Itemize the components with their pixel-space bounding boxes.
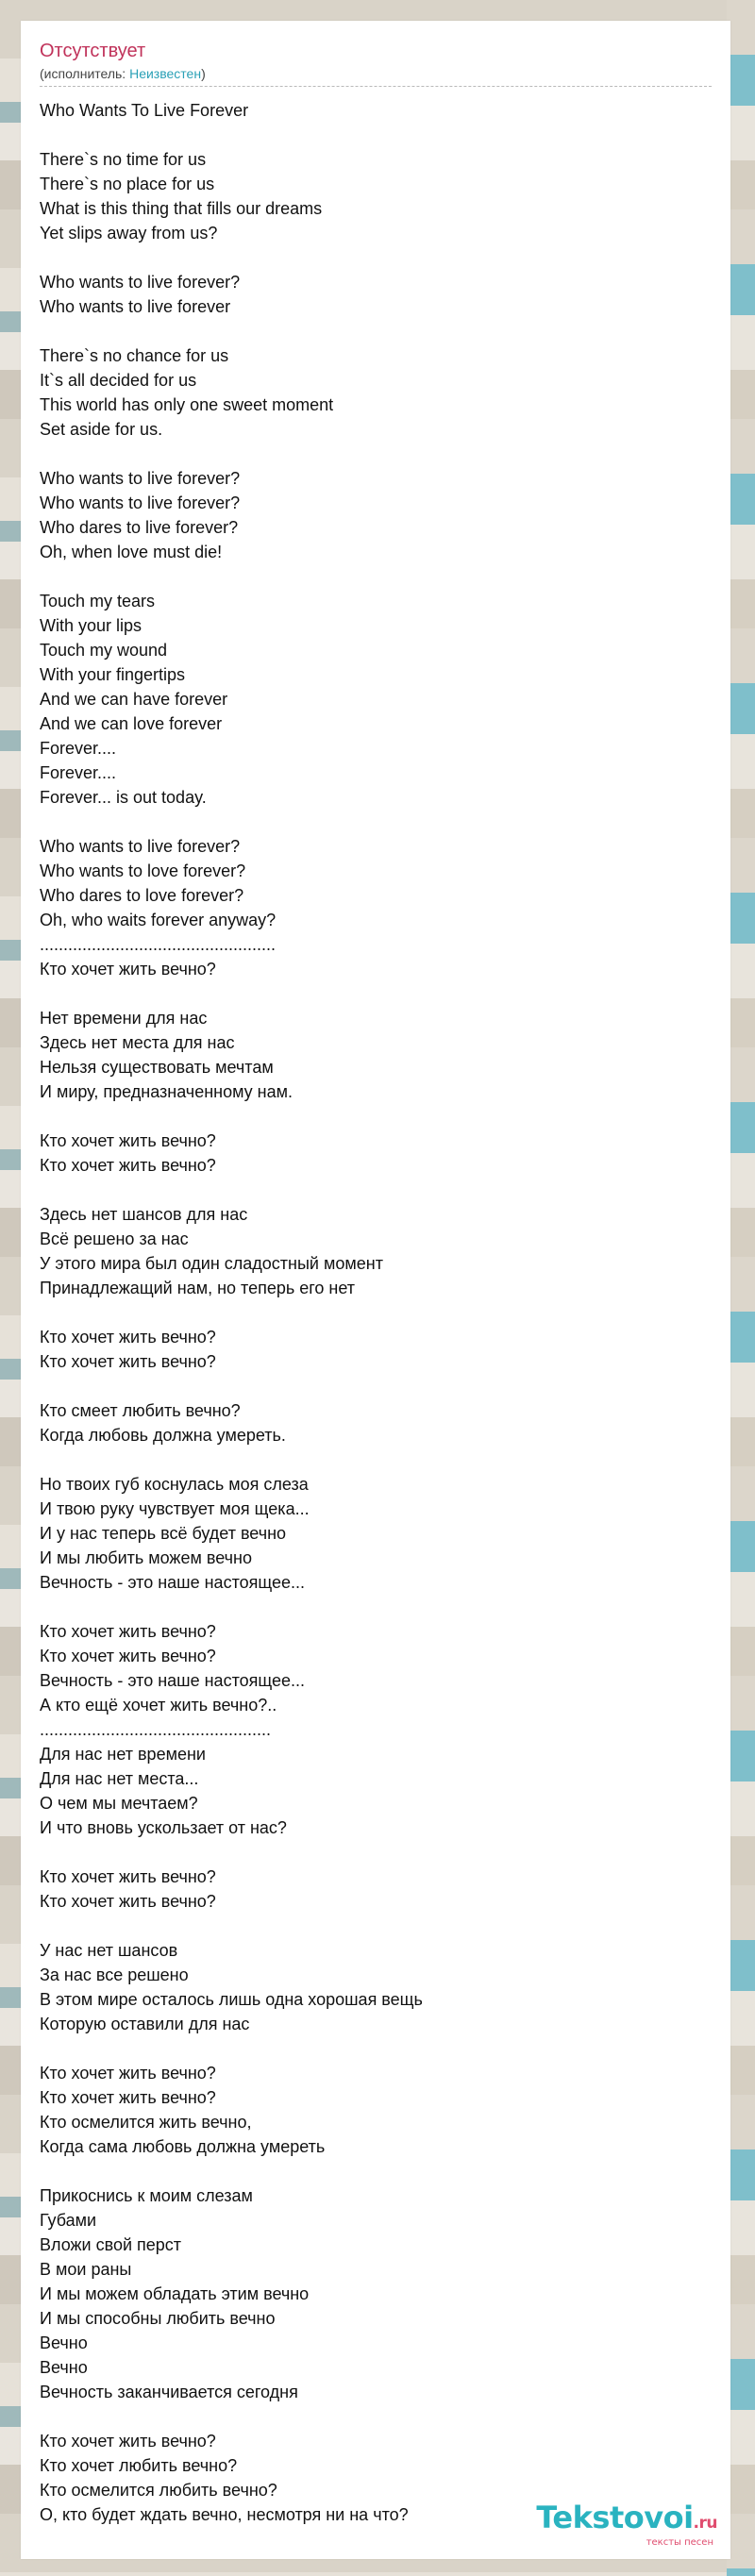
lyric-line: Кто осмелится любить вечно? [40,2481,277,2500]
lyric-line: With your fingertips [40,665,186,684]
lyrics-text [40,98,712,2527]
lyric-line: Кто хочет жить вечно? [40,2432,216,2451]
lyric-line: У этого мира был один сладостный момент [40,1254,383,1273]
lyric-line: Who wants to live forever? [40,469,241,488]
lyric-line: Forever... is out today. [40,788,207,807]
lyric-line: Нет времени для нас [40,1009,208,1028]
lyric-line: Кто хочет жить вечно? [40,1352,216,1371]
lyric-line: Who dares to live forever? [40,518,239,537]
lyric-line: Touch my wound [40,641,168,660]
lyric-line: Кто хочет жить вечно? [40,1622,216,1641]
lyric-line: Кто хочет жить вечно? [40,2088,216,2107]
lyric-line [40,1178,712,1202]
lyric-line: Здесь нет места для нас [40,1033,235,1052]
lyrics-card [21,21,730,2559]
lyric-line: Set aside for us. [40,420,163,439]
lyric-line: О чем мы мечтаем? [40,1794,198,1813]
lyric-line: Кто хочет жить вечно? [40,1131,216,1150]
artist-prefix: (исполнитель: [40,66,130,81]
lyric-line: Губами [40,2211,97,2230]
lyric-line [40,245,712,270]
lyric-line: Здесь нет шансов для нас [40,1205,248,1224]
lyric-line: This world has only one sweet moment [40,395,334,414]
lyric-line: Who wants to live forever? [40,837,241,856]
lyric-line: Touch my tears [40,592,156,611]
lyric-line: За нас все решено [40,1965,189,1984]
lyric-line: Кто осмелится жить вечно, [40,2113,252,2132]
lyric-line: Who wants to live forever? [40,273,241,292]
site-logo[interactable] [536,2501,717,2548]
lyric-line: It`s all decided for us [40,371,197,390]
lyric-line: Вечно [40,2333,88,2352]
lyric-line: Принадлежащий нам, но теперь его нет [40,1279,356,1297]
lyric-line: Когда сама любовь должна умереть [40,2137,326,2156]
lyric-line [40,2404,712,2429]
lyric-line: Вечность - это наше настоящее... [40,1573,305,1592]
lyric-line: И мы можем обладать этим вечно [40,2284,310,2303]
artist-suffix: ) [201,66,206,81]
lyric-line: Who wants to love forever? [40,861,246,880]
lyric-line: Who wants to live forever? [40,493,241,512]
background-stripe [727,0,755,2576]
lyric-line: Кто хочет жить вечно? [40,1867,216,1886]
artist-link[interactable]: Неизвестен [129,66,202,81]
lyric-line: Oh, who waits forever anyway? [40,911,277,929]
lyric-line: Для нас нет времени [40,1745,206,1764]
title-divider [40,86,712,87]
logo-name: Tekstovoi [536,2500,694,2535]
lyric-line: Who Wants To Live Forever [40,101,249,120]
lyric-line: И что вновь ускользает от нас? [40,1818,287,1837]
lyric-line [40,1104,712,1129]
lyric-line: И мы способны любить вечно [40,2309,276,2328]
lyric-line: А кто ещё хочет жить вечно?.. [40,1696,277,1715]
lyric-line: Yet slips away from us? [40,224,218,243]
lyric-line: Forever.... [40,739,117,758]
lyric-line: Всё решено за нас [40,1229,189,1248]
artist-line [40,66,206,81]
lyric-line: Кто хочет жить вечно? [40,1328,216,1347]
lyric-line: Кто хочет жить вечно? [40,960,216,979]
lyric-line [40,1300,712,1325]
lyric-line [40,442,712,466]
lyric-line: Для нас нет места... [40,1769,199,1788]
lyric-line [40,2159,712,2183]
lyric-line: ................................................. [40,1720,272,1739]
lyric-line: В этом мире осталось лишь одна хорошая вещь [40,1990,423,2009]
lyric-line: Вложи свой перст [40,2235,182,2254]
lyric-line: Вечно [40,2358,88,2377]
lyric-line: Кто смеет любить вечно? [40,1401,241,1420]
lyric-line: Кто хочет жить вечно? [40,2064,216,2083]
lyric-line [40,981,712,1006]
lyric-line: Кто хочет жить вечно? [40,1156,216,1175]
logo-tld: .ru [693,2514,717,2533]
lyric-line [40,1914,712,1938]
lyric-line: И у нас теперь всё будет вечно [40,1524,287,1543]
lyric-line: Who dares to love forever? [40,886,244,905]
lyric-line: И миру, предназначенному нам. [40,1082,293,1101]
lyric-line [40,1840,712,1865]
lyric-line [40,1595,712,1619]
lyric-line: Oh, when love must die! [40,543,223,561]
lyric-line: With your lips [40,616,143,635]
lyric-line: .................................................. [40,935,277,954]
lyric-line: What is this thing that fills our dreams [40,199,323,218]
lyric-line: Когда любовь должна умереть. [40,1426,286,1445]
lyric-line: And we can love forever [40,714,223,733]
lyric-line: Forever.... [40,763,117,782]
lyric-line: There`s no place for us [40,175,215,193]
lyric-line: And we can have forever [40,690,228,709]
lyric-line: И твою руку чувствует моя щека... [40,1499,310,1518]
lyric-line: Прикоснись к моим слезам [40,2186,253,2205]
logo-tagline: тексты песен [646,2537,713,2548]
lyric-line: Кто хочет жить вечно? [40,1647,216,1665]
lyric-line [40,1447,712,1472]
lyric-line: Нельзя существовать мечтам [40,1058,274,1077]
lyric-line: У нас нет шансов [40,1941,178,1960]
lyric-line: Кто хочет любить вечно? [40,2456,238,2475]
lyric-line: There`s no chance for us [40,346,229,365]
lyric-line [40,1374,712,1398]
lyric-line: Но твоих губ коснулась моя слеза [40,1475,309,1494]
lyric-line: О, кто будет ждать вечно, несмотря ни на что? [40,2505,409,2524]
lyric-line: Вечность - это наше настоящее... [40,1671,305,1690]
lyric-line: There`s no time for us [40,150,207,169]
lyric-line: Кто хочет жить вечно? [40,1892,216,1911]
lyric-line [40,564,712,589]
lyric-line: Who wants to live forever [40,297,231,316]
lyric-line [40,123,712,147]
lyric-line [40,319,712,343]
lyric-line: И мы любить можем вечно [40,1548,252,1567]
lyric-line [40,2036,712,2061]
song-title: Отсутствует [40,41,146,61]
lyric-line: Которую оставили для нас [40,2015,250,2033]
lyric-line: Вечность заканчивается сегодня [40,2383,298,2401]
lyric-line: В мои раны [40,2260,132,2279]
lyric-line [40,810,712,834]
